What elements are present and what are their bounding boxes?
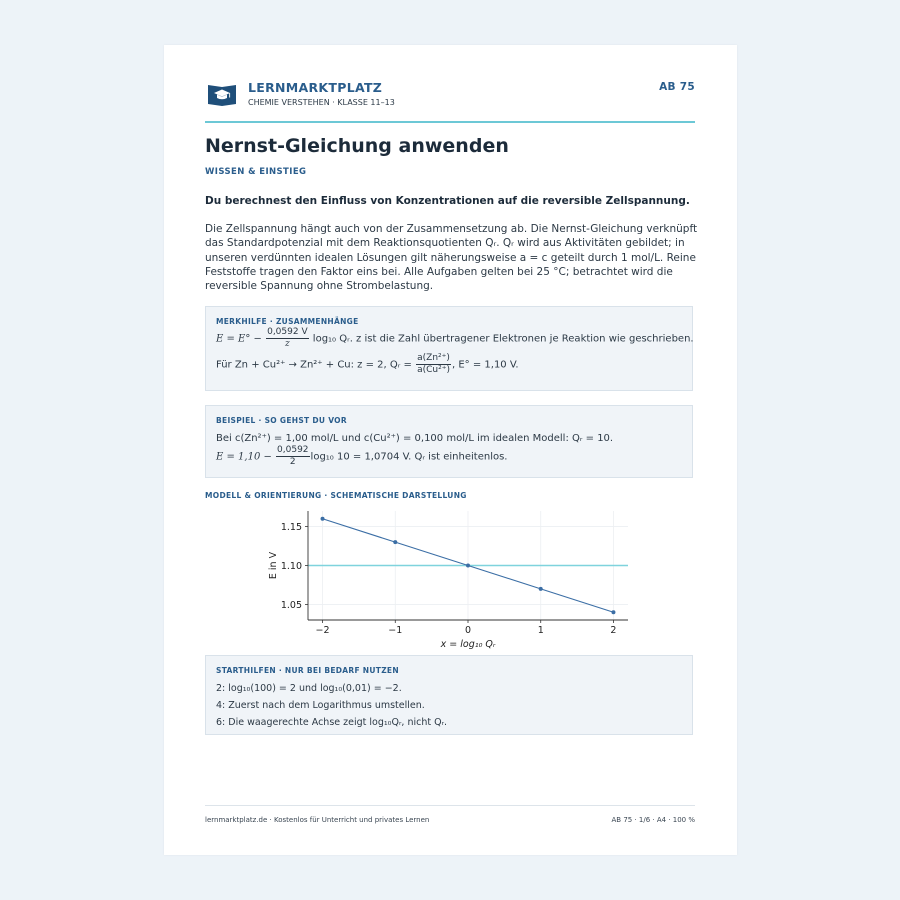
y-tick-label: 1.05 <box>280 599 302 611</box>
merkhilfe-box <box>205 306 693 391</box>
x-tick-label: −1 <box>388 625 403 636</box>
reaction-text: Für Zn + Cu²⁺ → Zn²⁺ + Cu: z = 2, Qᵣ = <box>216 359 412 371</box>
standard-potential-text: , E° = 1,10 V. <box>451 359 519 371</box>
fraction-denominator: a(Cu²⁺) <box>417 365 450 375</box>
brand-subtitle: CHEMIE VERSTEHEN · KLASSE 11–13 <box>248 98 395 107</box>
x-tick-label: 2 <box>610 625 617 636</box>
header-divider <box>205 121 695 123</box>
fraction-denominator: 2 <box>289 457 296 467</box>
beispiel-line-2 <box>216 445 508 468</box>
data-point <box>611 610 615 614</box>
y-tick-label: 1.10 <box>280 561 302 572</box>
footer-divider <box>205 805 695 806</box>
formula-explanation: . z ist die Zahl übertragener Elektronen je Reaktion wie geschrieben. <box>349 333 694 345</box>
y-axis-label: E in V <box>268 551 279 580</box>
quotient-fraction <box>416 353 451 376</box>
model-section-label: MODELL & ORIENTIERUNG · SCHEMATISCHE DARSTELLUNG <box>205 491 467 500</box>
lead-sentence: Du berechnest den Einfluss von Konzentrationen auf die reversible Zellspannung. <box>205 195 690 207</box>
formula-fraction <box>266 327 309 350</box>
x-tick-label: 0 <box>464 625 472 636</box>
x-tick-label: −2 <box>315 625 330 636</box>
formula-prefix: E = 1,10 − <box>216 451 272 463</box>
fraction-denominator: z <box>284 339 290 349</box>
hint-item: 4: Zuerst nach dem Logarithmus umstellen. <box>216 700 425 711</box>
worksheet-page <box>164 45 737 855</box>
merkhilfe-example-line <box>216 353 519 376</box>
formula-prefix: E = E° − <box>216 333 262 345</box>
beispiel-label: BEISPIEL · SO GEHST DU VOR <box>216 416 347 425</box>
beispiel-box <box>205 405 693 478</box>
graduation-cap-book-icon <box>207 82 237 106</box>
section-kicker: WISSEN & EINSTIEG <box>205 167 307 177</box>
formula-fraction <box>276 445 310 468</box>
nernst-line-chart <box>254 503 644 653</box>
hint-item: 6: Die waagerechte Achse zeigt log₁₀Qᵣ, nicht Qᵣ. <box>216 717 448 728</box>
x-axis-label: x = log₁₀ Qᵣ <box>440 639 496 650</box>
fraction-numerator: 0,0592 V <box>267 327 308 337</box>
beispiel-line-1: Bei c(Zn²⁺) = 1,00 mol/L und c(Cu²⁺) = 0,100 mol/L im idealen Modell: Qᵣ = 10. <box>216 433 614 444</box>
starthilfen-box <box>205 655 693 735</box>
formula-log: log₁₀ Qᵣ <box>312 333 350 345</box>
data-point <box>321 517 325 521</box>
brand-name: LERNMARKTPLATZ <box>248 80 383 95</box>
data-point <box>539 587 543 591</box>
hint-item: 2: log₁₀(100) = 2 und log₁₀(0,01) = −2. <box>216 683 402 694</box>
x-tick-label: 1 <box>537 625 544 636</box>
page-title: Nernst-Gleichung anwenden <box>205 135 509 157</box>
merkhilfe-formula-line <box>216 327 694 350</box>
fraction-numerator: 0,0592 <box>277 445 309 455</box>
footer-page-info: AB 75 · 1/6 · A4 · 100 % <box>611 816 695 824</box>
merkhilfe-label: MERKHILFE · ZUSAMMENHÄNGE <box>216 317 359 326</box>
intro-paragraph: Die Zellspannung hängt auch von der Zusammensetzung ab. Die Nernst-Gleichung verknüpft das Standardpotenzial mit dem Reaktionsquotienten Qᵣ. Qᵣ wird aus Aktivitäten gebildet; in unseren verdünnten idealen Lösungen gilt näherungsweise a = c geteilt durch 1 mol/L. Reine Feststoffe tragen den Faktor eins bei. Alle Aufgaben gelten bei 25 °C; betrachtet wird die reversible Spannung ohne Strombelastung. <box>205 223 698 293</box>
data-point <box>466 564 470 568</box>
result-text: log₁₀ 10 = 1,0704 V. Qᵣ ist einheitenlos. <box>310 451 508 463</box>
y-tick-label: 1.15 <box>280 522 302 534</box>
starthilfen-label: STARTHILFEN · NUR BEI BEDARF NUTZEN <box>216 666 399 675</box>
footer-site: lernmarktplatz.de · Kostenlos für Unterricht und privates Lernen <box>205 816 430 824</box>
fraction-numerator: a(Zn²⁺) <box>417 353 450 363</box>
data-point <box>393 540 397 544</box>
sheet-number: AB 75 <box>659 81 695 93</box>
